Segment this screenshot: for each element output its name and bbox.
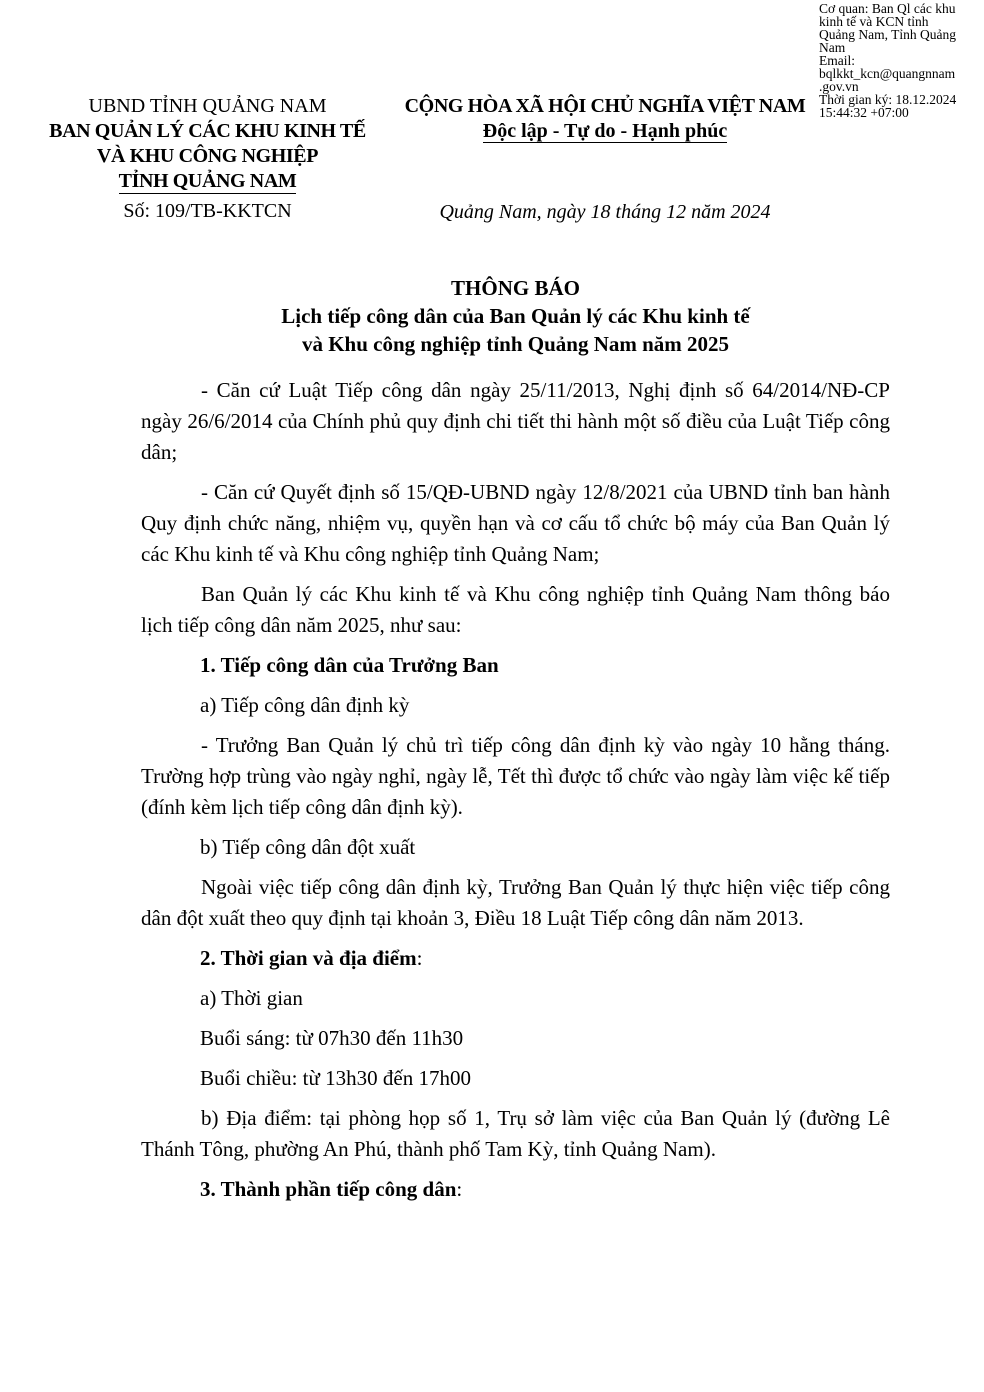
paragraph-legal-basis-1: - Căn cứ Luật Tiếp công dân ngày 25/11/2013, Nghị định số 64/2014/NĐ-CP ngày 26/6/2014 của Chính phủ quy định chi tiết thi hành một số điều của Luật Tiếp công dân; (141, 378, 890, 464)
paragraph-adhoc: Ngoài việc tiếp công dân định kỳ, Trưởng Ban Quản lý thực hiện việc tiếp công dân đột xuất theo quy định tại khoản 3, Điều 18 Luật Tiếp công dân năm 2013. (141, 875, 890, 930)
section-1a-heading: a) Tiếp công dân định kỳ (200, 693, 410, 717)
document-body (141, 375, 890, 1214)
document-number: Số: 109/TB-KKTCN (123, 200, 292, 222)
section-2-heading: 2. Thời gian và địa điểm: (200, 946, 423, 970)
sig-line: 15:44:32 +07:00 (819, 105, 909, 120)
doc-subtitle-2: và Khu công nghiệp tỉnh Quảng Nam năm 2025 (301, 332, 730, 356)
document-date: Quảng Nam, ngày 18 tháng 12 năm 2024 (439, 201, 771, 223)
section-1-heading: 1. Tiếp công dân của Trưởng Ban (200, 653, 499, 677)
sig-line: kinh tế và KCN tỉnh (819, 14, 929, 29)
agency-name-3: TỈNH QUẢNG NAM (118, 170, 297, 192)
sig-line: .gov.vn (819, 79, 859, 94)
sig-line: Email: (819, 53, 855, 68)
section-3-title: 3. Thành phần tiếp công dân (200, 1177, 457, 1201)
sig-line: Thời gian ký: 18.12.2024 (819, 92, 957, 107)
paragraph-legal-basis-2: - Căn cứ Quyết định số 15/QĐ-UBND ngày 12/8/2021 của UBND tỉnh ban hành Quy định chức năng, nhiệm vụ, quyền hạn và cơ cấu tổ chức bộ máy của Ban Quản lý các Khu kinh tế và Khu công nghiệp tỉnh Quảng Nam; (141, 480, 890, 566)
agency-name-1: BAN QUẢN LÝ CÁC KHU KINH TẾ (49, 120, 366, 142)
agency-name-2: VÀ KHU CÔNG NGHIỆP (96, 145, 319, 167)
sig-line: Cơ quan: Ban Ql các khu (819, 1, 956, 16)
agency-parent: UBND TỈNH QUẢNG NAM (88, 95, 327, 117)
paragraph-periodic: - Trưởng Ban Quản lý chủ trì tiếp công dân định kỳ vào ngày 10 hằng tháng. Trường hợp trùng vào ngày nghỉ, ngày lễ, Tết thì được tổ chức vào ngày làm việc kế tiếp (đính kèm lịch tiếp công dân định kỳ). (141, 733, 890, 819)
header-right (395, 94, 815, 225)
header-left (30, 94, 385, 224)
section-2-title: 2. Thời gian và địa điểm (200, 946, 417, 970)
morning-hours: Buổi sáng: từ 07h30 đến 11h30 (200, 1026, 464, 1050)
section-3-heading: 3. Thành phần tiếp công dân: (200, 1177, 463, 1201)
sig-line: bqlkkt_kcn@quangnnam (819, 66, 956, 81)
national-title: CỘNG HÒA XÃ HỘI CHỦ NGHĨA VIỆT NAM (404, 95, 806, 117)
paragraph-location: b) Địa điểm: tại phòng họp số 1, Trụ sở làm việc của Ban Quản lý (đường Lê Thánh Tông, phường An Phú, thành phố Tam Kỳ, tỉnh Quảng Nam). (141, 1106, 890, 1161)
title-block (141, 274, 890, 358)
digital-signature (819, 2, 984, 119)
sig-line: Quảng Nam, Tỉnh Quảng (819, 27, 956, 42)
afternoon-hours: Buổi chiều: từ 13h30 đến 17h00 (200, 1066, 471, 1090)
section-2a-heading: a) Thời gian (200, 986, 303, 1010)
sig-line: Nam (819, 40, 846, 55)
doc-subtitle-1: Lịch tiếp công dân của Ban Quản lý các Khu kinh tế (281, 304, 750, 328)
national-motto: Độc lập - Tự do - Hạnh phúc (482, 120, 728, 142)
paragraph-intro: Ban Quản lý các Khu kinh tế và Khu công nghiệp tỉnh Quảng Nam thông báo lịch tiếp công dân năm 2025, như sau: (141, 582, 890, 637)
section-1b-heading: b) Tiếp công dân đột xuất (200, 835, 416, 859)
doc-title: THÔNG BÁO (451, 276, 580, 300)
